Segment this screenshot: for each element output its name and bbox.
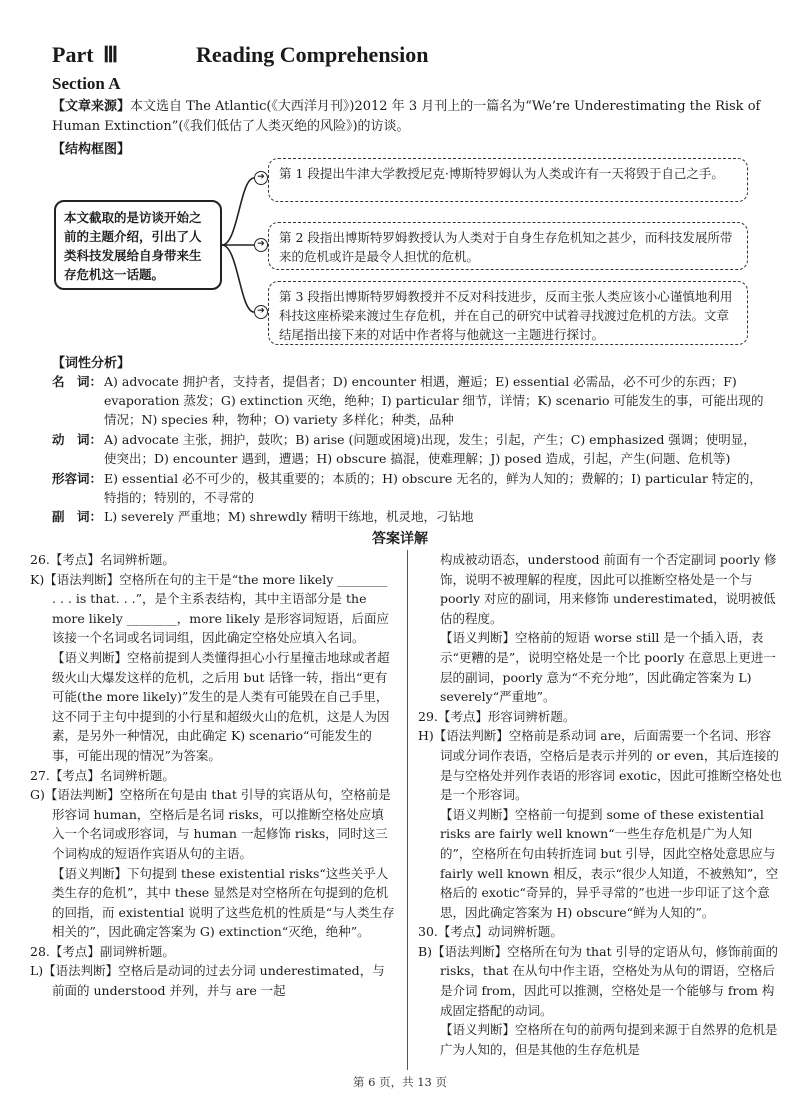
answer-paragraph: B)【语法判断】空格所在句为 that 引导的定语从句，修饰前面的 risks，that 在从句中作主语，空格处为从句的谓语，空格后是介词 from，因此可以推测，空格处是一个能够与 from 构成固定搭配的动词。 xyxy=(418,943,779,1018)
answer-paragraph: G)【语法判断】空格所在句是由 that 引导的宾语从句，空格前是形容词 human，空格后是名词 risks，可以推断空格处应填入一个名词或形容词，与 human 一起修饰 risks，同时这三个词构成的短语作宾语从句的主语。 xyxy=(30,787,391,861)
structure-summary-box: 本文截取的是访谈开始之前的主题介绍，引出了人类科技发展给自身带来生存危机这一话题。 xyxy=(54,200,222,290)
part-number: Ⅲ xyxy=(103,42,119,67)
verb-text: A) advocate 主张，拥护，鼓吹；B) arise (问题或困境)出现，发生；引起，产生；C) emphasized 强调；使明显，使突出；D) encounter 遇到，遭遇；H) obscure 搞混，使难理解；J) posed 造成，引起，产生(问题、危机等) xyxy=(104,432,756,466)
answer-paragraph: 【语义判断】下句提到 these existential risks“这些关乎人类生存的危机”，其中 these 显然是对空格所在句提到的危机的回指，而 existential 说明了这些危机的性质是“与人类生存相关的”，因此确定答案为 G) extinction“灭绝，绝种”。 xyxy=(52,865,395,940)
arrow-circle-icon: ➔ xyxy=(254,305,268,319)
arrow-circle-icon: ➔ xyxy=(254,238,268,252)
structure-label: 【结构框图】 xyxy=(52,142,131,157)
structure-box-3: 第 3 段指出博斯特罗姆教授并不反对科技进步，反而主张人类应该小心谨慎地利用科技这座桥梁来渡过生存危机，并在自己的研究中试着寻找渡过危机的方法。文章结尾指出接下来的对话中作者将与他就这一主题进行探讨。 xyxy=(268,281,748,345)
noun-text: A) advocate 拥护者，支持者，提倡者；D) encounter 相遇，邂逅；E) essential 必需品，必不可少的东西；F) evaporation 蒸发；G) extinction 灭绝，绝种；I) particular 细节，详情；K) scenario 可能发生的事，可能出现的情况；N) species 种，物种；O) variety 多样化；种类，品种 xyxy=(104,374,764,427)
noun-label: 名 词： xyxy=(52,374,103,389)
answer-paragraph: 28.【考点】副词辨析题。 xyxy=(30,943,175,959)
section-heading: Section A xyxy=(52,74,121,93)
verb-label: 动 词： xyxy=(52,432,103,447)
answer-paragraph: L)【语法判断】空格后是动词的过去分词 underestimated，与前面的 understood 并列，并与 are 一起 xyxy=(30,963,385,999)
column-divider xyxy=(407,550,408,1070)
adv-entry xyxy=(52,507,764,526)
part-label: Part xyxy=(52,42,94,67)
answers-left-column xyxy=(30,550,395,1001)
noun-entry xyxy=(52,372,764,429)
answer-paragraph: 【语义判断】空格所在句的前两句提到来源于自然界的危机是广为人知的，但是其他的生存危机是 xyxy=(440,1022,778,1057)
answer-paragraph: H)【语法判断】空格前是系动词 are，后面需要一个名词、形容词或分词作表语，空格后是表示并列的 or even，其后连接的是与空格处并列作表语的形容词 exotic，因此可推断空格处也是一个形容词。 xyxy=(418,728,782,803)
structure-box-1: 第 1 段提出牛津大学教授尼克·博斯特罗姆认为人类或许有一天将毁于自己之手。 xyxy=(268,158,748,202)
adj-entry xyxy=(52,469,764,507)
answer-paragraph: 26.【考点】名词辨析题。 xyxy=(30,552,175,567)
adj-label: 形容词： xyxy=(52,471,103,486)
adj-text: E) essential 必不可少的，极其重要的；本质的；H) obscure 无名的，鲜为人知的；费解的；I) particular 特定的，特指的；特别的，不寻常的 xyxy=(104,471,762,505)
answer-paragraph: 【语义判断】空格前的短语 worse still 是一个插入语，表示“更糟的是”，说明空格处是一个比 poorly 在意思上更进一层的副词，poorly 意为“不充分地”，因此确定答案为 L) severely“严重地”。 xyxy=(440,630,776,705)
source-text: 本文选自 The Atlantic(《大西洋月刊》)2012 年 3 月刊上的一篇名为“We’re Underestimating the Risk of Human Extinction”(《我们低估了人类灭绝的风险》)的访谈。 xyxy=(52,99,761,134)
adv-text: L) severely 严重地；M) shrewdly 精明干练地，机灵地，刁钻地 xyxy=(104,509,474,524)
answer-paragraph: 30.【考点】动词辨析题。 xyxy=(418,924,563,940)
verb-entry xyxy=(52,430,764,468)
connector-1 xyxy=(222,178,254,245)
answer-paragraph: 27.【考点】名词辨析题。 xyxy=(30,767,175,783)
connector-3 xyxy=(222,245,254,312)
source-label: 【文章来源】 xyxy=(52,99,131,114)
adv-label: 副 词： xyxy=(52,509,103,524)
word-analysis-label: 【词性分析】 xyxy=(52,356,131,371)
answer-paragraph: 构成被动语态，understood 前面有一个否定副词 poorly 修饰，说明不被理解的程度，因此可以推断空格处是一个与 poorly 对应的副词，用来修饰 underestimated，说明被低估的程度。 xyxy=(440,552,777,626)
structure-box-2: 第 2 段指出博斯特罗姆教授认为人类对于自身生存危机知之甚少，而科技发展所带来的危机或许是最令人担忧的危机。 xyxy=(268,222,748,270)
answer-paragraph: 【语义判断】空格前提到人类懂得担心小行星撞击地球或者超级火山大爆发这样的危机，之后用 but 话锋一转，指出“更有可能(the more likely)”发生的是人类有可能毁在自己手里，这不同于主句中提到的小行星和超级火山的危机，这是人为因素，是另外一种情况，由此确定 K) scenario“可能发生的事，可能出现的情况”为答案。 xyxy=(52,649,390,763)
answer-paragraph: K)【语法判断】空格所在句的主干是“the more likely ________ . . . is that. . .”，是个主系表结构，其中主语部分是 the more likely ________，more likely 是形容词短语，后面应该接一个名词或名词词组，因此确定空格处应填入名词。 xyxy=(30,571,389,646)
answers-right-column xyxy=(418,550,783,1059)
answers-title: 答案详解 xyxy=(372,531,428,547)
page-footer: 第 6 页，共 13 页 xyxy=(352,1075,448,1089)
arrow-circle-icon: ➔ xyxy=(254,171,268,185)
answer-paragraph: 【语义判断】空格前一句提到 some of these existential risks are fairly well known“一些生存危机是广为人知的”，空格所在句由转折连词 but 引导，因此空格处意思应与 fairly well known 相反，表示“很少人知道，不被熟知”，空格后的 exotic“奇异的，异乎寻常的”也进一步印证了这个意思，因此确定答案为 H) obscure“鲜为人知的”。 xyxy=(440,806,779,920)
answer-paragraph: 29.【考点】形容词辨析题。 xyxy=(418,708,576,724)
part-title: Reading Comprehension xyxy=(196,42,429,67)
